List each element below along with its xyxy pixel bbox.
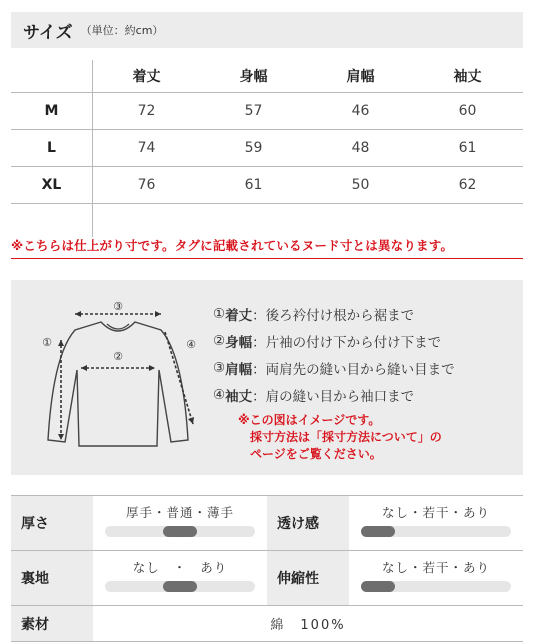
diagram-label-4: ④ bbox=[186, 338, 196, 351]
table-cell: 60 bbox=[458, 103, 477, 119]
table-cell: 76 bbox=[137, 177, 156, 193]
thickness-scale bbox=[93, 496, 267, 550]
legend-number: ③ bbox=[213, 359, 226, 376]
note-line: ページをご覧ください。 bbox=[250, 447, 382, 461]
legend-item bbox=[213, 300, 455, 327]
col-header: 袖丈 bbox=[453, 69, 482, 85]
thickness-options: 厚手・普通・薄手 bbox=[125, 505, 234, 520]
table-row bbox=[11, 130, 523, 167]
stretch-track bbox=[361, 581, 511, 592]
size-header bbox=[11, 12, 523, 48]
note-line: ※この図はイメージです。 bbox=[238, 413, 381, 427]
lining-fill bbox=[163, 581, 197, 592]
col-header: 肩幅 bbox=[346, 69, 375, 85]
note-line: 採寸方法は「採寸方法について」の bbox=[250, 430, 442, 444]
diagram-label-2: ② bbox=[113, 350, 123, 363]
table-cell: 59 bbox=[244, 140, 263, 156]
legend-number: ④ bbox=[213, 386, 226, 403]
thickness-label: 厚さ bbox=[11, 496, 93, 550]
stretch-scale bbox=[349, 551, 523, 605]
legend-item bbox=[213, 327, 455, 354]
legend-desc: ：両肩先の縫い目から縫い目まで bbox=[252, 361, 455, 378]
table-cell: 48 bbox=[351, 140, 370, 156]
material-label: 素材 bbox=[11, 606, 93, 641]
table-row bbox=[11, 167, 523, 204]
transparency-scale bbox=[349, 496, 523, 550]
lining-track bbox=[105, 581, 255, 592]
transparency-track bbox=[361, 526, 511, 537]
diagram-label-1: ① bbox=[42, 336, 52, 349]
lining-options: なし ・ あり bbox=[132, 560, 228, 575]
diagram-label-3: ③ bbox=[113, 300, 123, 313]
empty-label bbox=[11, 204, 93, 237]
legend-key: 袖丈 bbox=[225, 388, 253, 405]
measurement-note bbox=[238, 412, 442, 463]
fabric-row bbox=[11, 606, 523, 642]
legend-key: 着丈 bbox=[225, 307, 253, 324]
legend-key: 肩幅 bbox=[225, 361, 253, 378]
thickness-fill bbox=[163, 526, 197, 537]
col-header: 身幅 bbox=[239, 69, 268, 85]
lining-scale bbox=[93, 551, 267, 605]
fabric-row bbox=[11, 496, 523, 551]
material-value: 綿 100% bbox=[270, 618, 346, 633]
notice-text: ※こちらは仕上がり寸です。タグに記載されているヌード寸とは異なります。 bbox=[11, 238, 454, 253]
stretch-label: 伸縮性 bbox=[267, 551, 349, 605]
transparency-options: なし・若干・あり bbox=[381, 505, 490, 520]
legend-desc: ：片袖の付け下から付け下まで bbox=[252, 334, 442, 351]
unit-label: （単位：約cm） bbox=[80, 24, 164, 37]
table-cell: 50 bbox=[351, 177, 370, 193]
size-title: サイズ bbox=[23, 22, 73, 43]
table-cell: 46 bbox=[351, 103, 370, 119]
legend-desc: ：肩の縫い目から袖口まで bbox=[252, 388, 415, 405]
table-cell: 72 bbox=[137, 103, 156, 119]
stretch-options: なし・若干・あり bbox=[381, 560, 490, 575]
measurement-legend bbox=[213, 300, 455, 408]
lining-label: 裏地 bbox=[11, 551, 93, 605]
table-row-empty bbox=[11, 204, 523, 237]
size-table bbox=[11, 60, 523, 237]
col-header: 着丈 bbox=[132, 69, 161, 85]
header-corner bbox=[11, 60, 93, 92]
table-cell: 61 bbox=[244, 177, 263, 193]
size-table-header bbox=[11, 60, 523, 93]
size-label: L bbox=[11, 130, 93, 166]
legend-desc: ：後ろ衿付け根から裾まで bbox=[252, 307, 415, 324]
transparency-fill bbox=[361, 526, 395, 537]
fabric-row bbox=[11, 551, 523, 606]
table-row bbox=[11, 93, 523, 130]
legend-number: ① bbox=[213, 305, 226, 322]
size-label: XL bbox=[11, 167, 93, 203]
table-cell: 74 bbox=[137, 140, 156, 156]
legend-item bbox=[213, 381, 455, 408]
thickness-track bbox=[105, 526, 255, 537]
stretch-fill bbox=[361, 581, 395, 592]
fabric-table bbox=[11, 495, 523, 642]
legend-key: 身幅 bbox=[225, 334, 253, 351]
notice-divider bbox=[11, 258, 523, 259]
measurement-panel bbox=[11, 280, 523, 475]
table-cell: 61 bbox=[458, 140, 477, 156]
table-cell: 57 bbox=[244, 103, 263, 119]
transparency-label: 透け感 bbox=[267, 496, 349, 550]
legend-number: ② bbox=[213, 332, 226, 349]
legend-item bbox=[213, 354, 455, 381]
size-label: M bbox=[11, 93, 93, 129]
shirt-diagram-icon bbox=[33, 300, 203, 454]
table-cell: 62 bbox=[458, 177, 477, 193]
